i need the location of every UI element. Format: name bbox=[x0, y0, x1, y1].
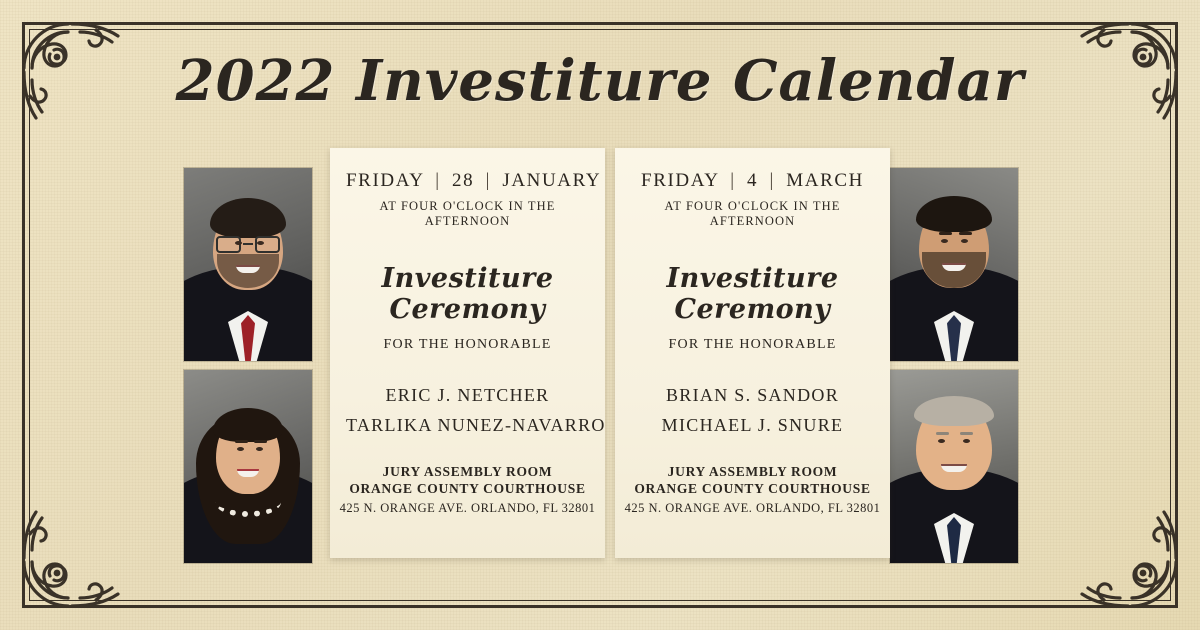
venue-address: 425 N. ORANGE AVE. ORLANDO, FL 32801 bbox=[339, 501, 596, 515]
event-day: FRIDAY bbox=[346, 170, 424, 191]
event-month: JANUARY bbox=[502, 170, 602, 191]
date-separator: | bbox=[769, 170, 775, 191]
invitation-card bbox=[615, 148, 890, 558]
honoree-name: BRIAN S. SANDOR bbox=[665, 385, 840, 405]
event-date: 28 bbox=[452, 170, 475, 191]
corner-flourish-icon bbox=[10, 500, 130, 620]
invitation-card bbox=[330, 148, 605, 558]
venue-room: JURY ASSEMBLY ROOM bbox=[382, 464, 553, 480]
venue-block bbox=[330, 464, 605, 516]
venue-address: 425 N. ORANGE AVE. ORLANDO, FL 32801 bbox=[624, 501, 881, 515]
ceremony-heading: Investiture Ceremony bbox=[381, 263, 554, 325]
honoree-list bbox=[346, 381, 606, 440]
event-date: 4 bbox=[747, 170, 759, 191]
venue-room: JURY ASSEMBLY ROOM bbox=[667, 464, 838, 480]
pearl-necklace bbox=[215, 487, 281, 517]
honoree-name: TARLIKA NUNEZ-NAVARRO bbox=[346, 414, 606, 435]
portrait-eric-j-netcher bbox=[183, 167, 313, 362]
ceremony-heading: Investiture Ceremony bbox=[666, 263, 839, 325]
venue-block bbox=[615, 464, 890, 516]
event-time: AT FOUR O'CLOCK IN THE AFTERNOON bbox=[379, 199, 556, 228]
portrait-brian-s-sandor bbox=[889, 167, 1019, 362]
portrait-michael-j-snure bbox=[889, 369, 1019, 564]
portrait-tarlika-nunez-navarro bbox=[183, 369, 313, 564]
venue-building: ORANGE COUNTY COURTHOUSE bbox=[349, 481, 586, 497]
honoree-name: MICHAEL J. SNURE bbox=[661, 414, 844, 435]
date-separator: | bbox=[485, 170, 491, 191]
honoree-list bbox=[631, 381, 874, 440]
event-dateline bbox=[631, 170, 874, 192]
event-dateline bbox=[346, 170, 602, 192]
event-time: AT FOUR O'CLOCK IN THE AFTERNOON bbox=[664, 199, 841, 228]
eyeglasses-icon bbox=[216, 236, 280, 254]
date-separator: | bbox=[435, 170, 441, 191]
honoree-name: ERIC J. NETCHER bbox=[385, 385, 550, 405]
page-title: 2022 Investiture Calendar bbox=[175, 48, 1025, 114]
event-day: FRIDAY bbox=[641, 170, 719, 191]
event-month: MARCH bbox=[786, 170, 864, 191]
corner-flourish-icon bbox=[1070, 500, 1190, 620]
date-separator: | bbox=[730, 170, 736, 191]
for-the-honorable-label: FOR THE HONORABLE bbox=[383, 337, 552, 352]
venue-building: ORANGE COUNTY COURTHOUSE bbox=[634, 481, 871, 497]
for-the-honorable-label: FOR THE HONORABLE bbox=[668, 337, 837, 352]
